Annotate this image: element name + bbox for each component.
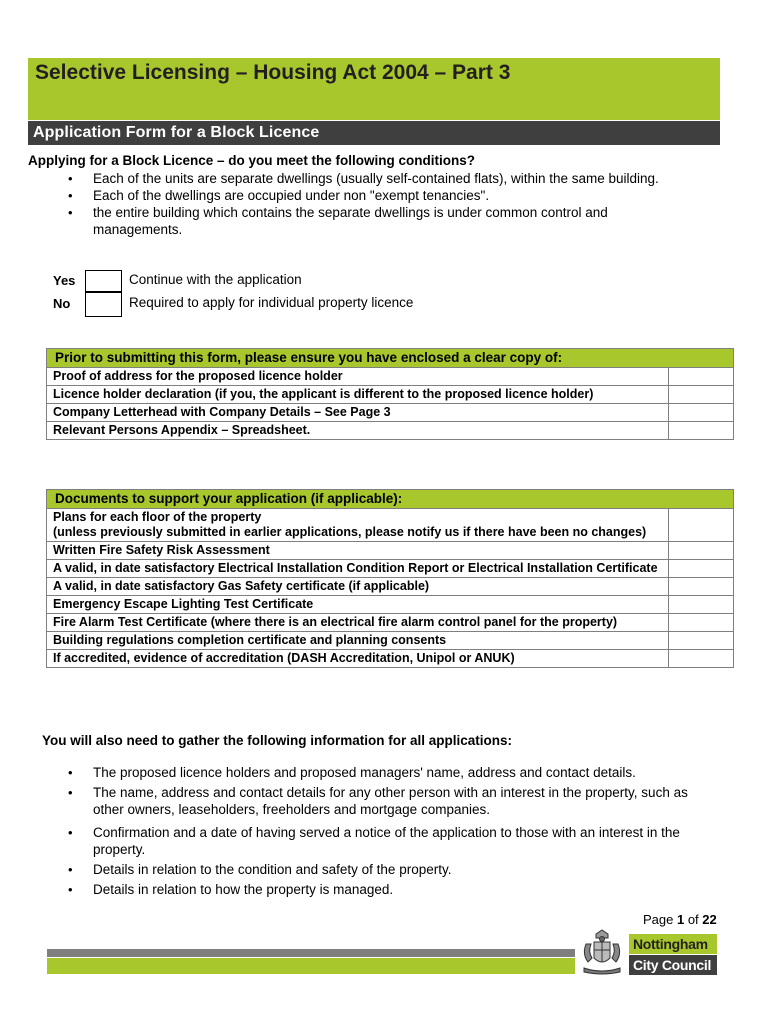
- checklist-item: Relevant Persons Appendix – Spreadsheet.: [47, 422, 669, 440]
- table-row: [47, 632, 734, 650]
- checklist-tick-box[interactable]: [669, 422, 734, 440]
- gather-text: Confirmation and a date of having served a notice of the application to those with an interest in the property.: [93, 825, 680, 857]
- checklist-item: Plans for each floor of the property (unless previously submitted in earlier applications, please notify us if there have been no changes): [47, 509, 669, 542]
- gather-text: Details in relation to the condition and safety of the property.: [93, 862, 452, 877]
- bullet-icon: •: [68, 205, 73, 220]
- checklist-tick-box[interactable]: [669, 632, 734, 650]
- bullet-icon: •: [68, 882, 73, 897]
- page-subtitle: Application Form for a Block Licence: [33, 124, 320, 141]
- no-description: Required to apply for individual property licence: [129, 295, 414, 310]
- prior-checklist-heading: Prior to submitting this form, please ensure you have enclosed a clear copy of:: [47, 349, 734, 368]
- documents-checklist-heading: Documents to support your application (if applicable):: [47, 490, 734, 509]
- table-row: [47, 368, 734, 386]
- checklist-item: If accredited, evidence of accreditation (DASH Accreditation, Unipol or ANUK): [47, 650, 669, 668]
- checklist-item: Written Fire Safety Risk Assessment: [47, 542, 669, 560]
- table-row: [47, 560, 734, 578]
- list-item: [68, 824, 718, 858]
- checklist-tick-box[interactable]: [669, 578, 734, 596]
- table-row: [47, 650, 734, 668]
- table-row: [47, 386, 734, 404]
- page-number: [643, 912, 717, 927]
- no-checkbox[interactable]: [85, 292, 122, 317]
- table-row: [47, 404, 734, 422]
- condition-text: Each of the dwellings are occupied under non "exempt tenancies".: [93, 188, 490, 203]
- checklist-item: Fire Alarm Test Certificate (where there is an electrical fire alarm control panel for the property): [47, 614, 669, 632]
- list-item: [68, 170, 688, 187]
- yes-checkbox[interactable]: [85, 270, 122, 292]
- gather-list: [68, 764, 718, 898]
- checklist-tick-box[interactable]: [669, 560, 734, 578]
- page-prefix: Page: [643, 912, 677, 927]
- checklist-tick-box[interactable]: [669, 404, 734, 422]
- checklist-item: Building regulations completion certificate and planning consents: [47, 632, 669, 650]
- condition-text: the entire building which contains the separate dwellings is under common control and managements.: [93, 205, 608, 237]
- logo-city-council: City Council: [629, 955, 717, 975]
- checklist-item: Emergency Escape Lighting Test Certificate: [47, 596, 669, 614]
- page-current: 1: [676, 912, 685, 927]
- bullet-icon: •: [68, 785, 73, 800]
- list-item: [68, 187, 688, 204]
- checklist-item: A valid, in date satisfactory Electrical Installation Condition Report or Electrical Installation Certificate: [47, 560, 669, 578]
- list-item: [68, 764, 718, 781]
- list-item: [68, 861, 718, 878]
- table-row: [47, 596, 734, 614]
- checklist-tick-box[interactable]: [669, 614, 734, 632]
- checklist-item: A valid, in date satisfactory Gas Safety certificate (if applicable): [47, 578, 669, 596]
- table-row: [47, 542, 734, 560]
- table-row: [47, 614, 734, 632]
- checklist-tick-box[interactable]: [669, 542, 734, 560]
- table-row: [47, 509, 734, 542]
- bullet-icon: •: [68, 862, 73, 877]
- documents-checklist-table: [46, 489, 734, 668]
- conditions-heading: Applying for a Block Licence – do you meet the following conditions?: [28, 153, 476, 168]
- checklist-tick-box[interactable]: [669, 509, 734, 542]
- footer-grey-bar: [47, 949, 575, 957]
- list-item: [68, 881, 718, 898]
- condition-text: Each of the units are separate dwellings (usually self-contained flats), within the same building.: [93, 171, 659, 186]
- no-label: No: [53, 296, 71, 311]
- list-item: [68, 784, 718, 818]
- coat-of-arms-icon: [580, 928, 624, 976]
- yes-description: Continue with the application: [129, 272, 302, 287]
- footer-green-bar: [47, 958, 575, 974]
- list-item: [68, 204, 688, 238]
- page-title: Selective Licensing – Housing Act 2004 – Part 3: [35, 61, 511, 84]
- gather-text: The proposed licence holders and proposed managers' name, address and contact details.: [93, 765, 636, 780]
- bullet-icon: •: [68, 188, 73, 203]
- gather-text: The name, address and contact details for any other person with an interest in the property, such as other owners, leaseholders, freeholders and mortgage companies.: [93, 785, 688, 817]
- logo-nottingham: Nottingham: [629, 934, 717, 954]
- bullet-icon: •: [68, 825, 73, 840]
- page-total: 22: [702, 912, 717, 927]
- prior-checklist-table: [46, 348, 734, 440]
- checklist-tick-box[interactable]: [669, 386, 734, 404]
- conditions-list: [68, 170, 688, 238]
- checklist-item: Licence holder declaration (if you, the applicant is different to the proposed licence holder): [47, 386, 669, 404]
- checklist-item: Company Letterhead with Company Details – See Page 3: [47, 404, 669, 422]
- yes-label: Yes: [53, 273, 76, 288]
- table-row: [47, 422, 734, 440]
- gather-heading: You will also need to gather the following information for all applications:: [42, 733, 513, 748]
- table-row: [47, 578, 734, 596]
- checklist-tick-box[interactable]: [669, 368, 734, 386]
- checklist-tick-box[interactable]: [669, 596, 734, 614]
- checklist-tick-box[interactable]: [669, 650, 734, 668]
- checklist-item: Proof of address for the proposed licence holder: [47, 368, 669, 386]
- gather-text: Details in relation to how the property is managed.: [93, 882, 394, 897]
- page-of: of: [684, 912, 703, 927]
- bullet-icon: •: [68, 171, 73, 186]
- bullet-icon: •: [68, 765, 73, 780]
